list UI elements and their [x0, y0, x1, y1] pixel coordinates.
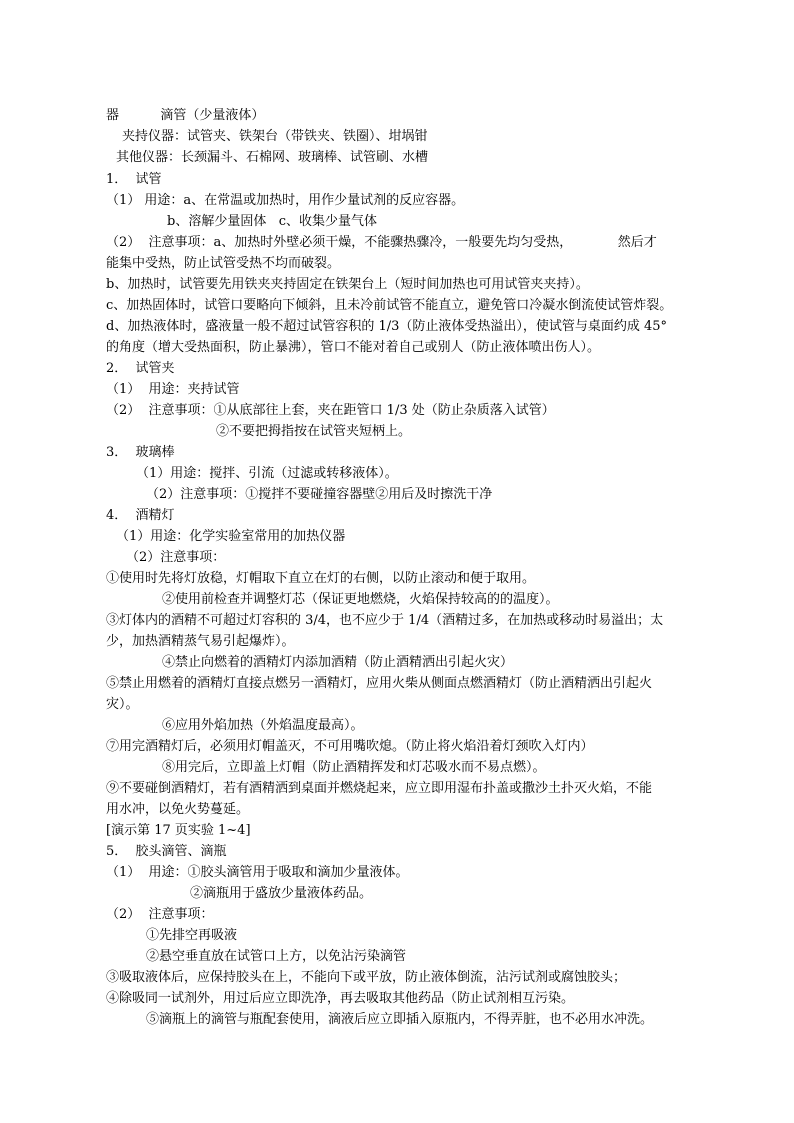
text-line-35: [演示第 17 页实验 1~4] [106, 823, 251, 838]
text-line-38: ②滴瓶用于盛放少量液体药品。 [190, 886, 373, 901]
text-line-24: ②使用前检查并调整灯芯（保证更地燃烧，火焰保持较高的的温度）。 [162, 592, 559, 607]
text-line-14: （1） 用途：夹持试管 [106, 382, 240, 397]
section-heading-2: 2． 试管夹 [106, 361, 175, 376]
text-line-32: ⑧用完后，立即盖上灯帽（防止酒精挥发和灯芯吸水而不易点燃）。 [162, 760, 546, 775]
text-line-8: 能集中受热，防止试管受热不均而破裂。 [106, 256, 341, 271]
text-line-27: ④禁止向燃着的酒精灯内添加酒精（防止酒精洒出引起火灾） [162, 655, 514, 670]
text-line-25: ③灯体内的酒精不可超过灯容积的 3/4，也不应少于 1/4（酒精过多，在加热或移动时易溢出；太 [106, 613, 664, 628]
text-line-28: ⑤禁止用燃着的酒精灯直接点燃另一酒精灯，应用火柴从侧面点燃酒精灯（防止酒精洒出引起火 [106, 676, 653, 691]
text-line-10: c、加热固体时，试管口要略向下倾斜，且未冷前试管不能直立，避免管口冷凝水倒流使试管炸裂。 [106, 298, 673, 313]
text-line-9: b、加热时，试管要先用铁夹夹持固定在铁架台上（短时间加热也可用试管夹夹持）。 [106, 277, 589, 292]
text-line-44: ⑤滴瓶上的滴管与瓶配套使用，滴液后应立即插入原瓶内，不得弄脏，也不必用水冲洗。 [146, 1012, 654, 1027]
text-line-26: 少，加热酒精蒸气易引起爆炸）。 [106, 634, 295, 649]
text-line-33: ⑨不要碰倒酒精灯，若有酒精洒到桌面并燃烧起来，应立即用湿布扑盖或撒沙土扑灭火焰，不能 [106, 781, 653, 796]
section-heading-3: 3． 玻璃棒 [106, 445, 175, 460]
text-line-6: b、溶解少量固体 c、收集少量气体 [167, 214, 377, 229]
text-line-39: （2） 注意事项： [106, 907, 214, 922]
text-line-22: （2）注意事项： [126, 550, 226, 565]
section-heading-1: 1． 试管 [106, 172, 162, 187]
text-line-41: ②悬空垂直放在试管口上方，以免沾污染滴管 [146, 949, 407, 964]
text-line-5: （1） 用途：a、在常温或加热时，用作少量试剂的反应容器。 [106, 193, 465, 208]
text-line-43: ④除吸同一试剂外，用过后应立即洗净，再去吸取其他药品（防止试剂相互污染。 [106, 991, 575, 1006]
text-line-21: （1）用途：化学实验室常用的加热仪器 [116, 529, 346, 544]
text-line-16: ②不要把拇指按在试管夹短柄上。 [216, 424, 412, 439]
text-line-1: 器 滴管（少量液体） [106, 108, 265, 123]
text-line-40: ①先排空再吸液 [146, 928, 238, 943]
section-heading-5: 5． 胶头滴管、滴瓶 [106, 844, 227, 859]
text-line-19: （2）注意事项：①搅拌不要碰撞容器壁②用后及时擦洗干净 [146, 487, 493, 502]
text-line-31: ⑦用完酒精灯后，必须用灯帽盖灭，不可用嘴吹熄。（防止将火焰沿着灯颈吹入灯内） [106, 739, 594, 754]
text-line-37: （1） 用途：①胶头滴管用于吸取和滴加少量液体。 [106, 865, 409, 880]
text-line-7: （2） 注意事项：a、加热时外壁必须干燥，不能骤热骤冷，一般要先均匀受热， 然后才 [106, 235, 657, 250]
text-line-15: （2） 注意事项：①从底部往上套，夹在距管口 1/3 处（防止杂质落入试管） [106, 403, 555, 418]
text-line-18: （1）用途：搅拌、引流（过滤或转移液体）。 [136, 466, 398, 481]
text-line-12: 的角度（增大受热面积，防止暴沸），管口不能对着自己或别人（防止液体喷出伤人）。 [106, 340, 601, 355]
text-line-23: ①使用时先将灯放稳，灯帽取下直立在灯的右侧，以防止滚动和便于取用。 [106, 571, 536, 586]
text-line-2: 夹持仪器：试管夹、铁架台（带铁夹、铁圈）、坩埚钳 [122, 129, 428, 144]
text-line-3: 其他仪器：长颈漏斗、石棉网、玻璃棒、试管刷、水槽 [116, 150, 429, 165]
section-heading-4: 4． 酒精灯 [106, 508, 175, 523]
text-line-29: 灾）。 [106, 697, 139, 712]
text-line-30: ⑥应用外焰加热（外焰温度最高）。 [162, 718, 364, 733]
text-line-34: 用水冲，以免火势蔓延。 [106, 802, 250, 817]
text-line-42: ③吸取液体后，应保持胶头在上，不能向下或平放，防止液体倒流，沾污试剂或腐蚀胶头； [106, 970, 627, 985]
text-line-11: d、加热液体时，盛液量一般不超过试管容积的 1/3（防止液体受热溢出），使试管与桌面约成 45° [106, 319, 668, 334]
